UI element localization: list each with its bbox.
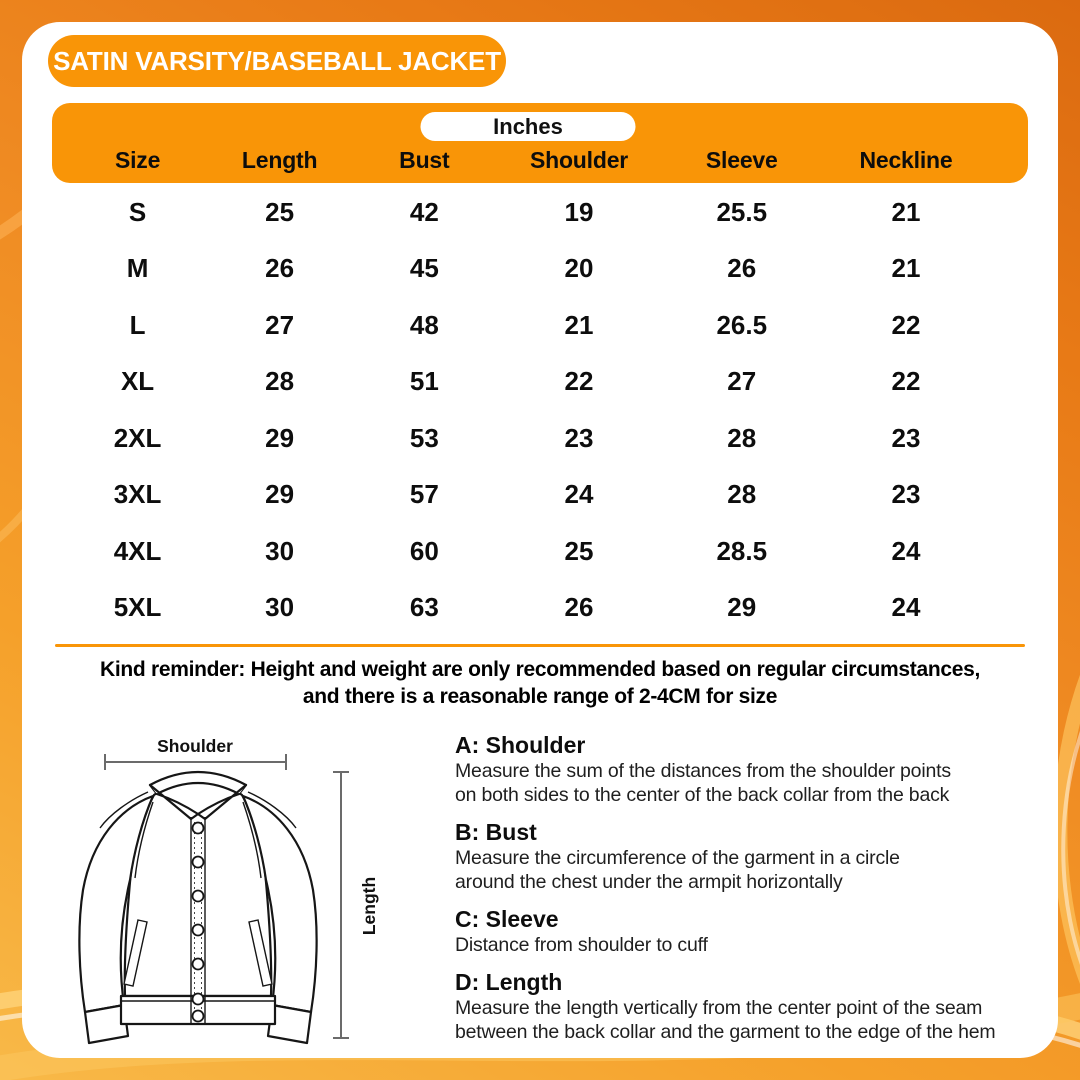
cell-bust: 48 (409, 309, 439, 340)
column-header-size: Size (114, 147, 161, 173)
cell-size: S (128, 196, 147, 227)
note-line: Measure the sum of the distances from the shoulder points (455, 760, 951, 782)
divider (55, 644, 1025, 647)
cell-length: 28 (265, 366, 295, 397)
reminder-line-2: and there is a reasonable range of 2-4CM for size (302, 685, 778, 708)
note-bust (455, 819, 1055, 894)
size-table-header (52, 103, 1028, 183)
cell-length: 29 (265, 422, 295, 453)
cell-neckline: 22 (891, 309, 921, 340)
kind-reminder (22, 656, 1058, 710)
table-row (52, 523, 1028, 580)
shoulder-label: Shoulder (157, 736, 233, 756)
cell-neckline: 24 (891, 535, 921, 566)
cell-neckline: 21 (891, 196, 921, 227)
cell-size: 2XL (113, 422, 162, 453)
reminder-line-1: Kind reminder: Height and weight are only recommended based on regular circumstances, (99, 658, 981, 681)
measurement-notes (455, 732, 1055, 1056)
size-chart-card (22, 22, 1058, 1058)
cell-sleeve: 28 (727, 422, 757, 453)
cell-length: 27 (265, 309, 295, 340)
size-table-body (52, 184, 1028, 636)
cell-sleeve: 28 (727, 479, 757, 510)
unit-pill (421, 112, 636, 141)
column-header-shoulder: Shoulder (529, 147, 629, 173)
table-row (52, 184, 1028, 241)
cell-shoulder: 26 (564, 592, 594, 623)
cell-size: XL (120, 366, 155, 397)
note-line: Measure the length vertically from the center point of the seam (455, 997, 983, 1019)
cell-size: 5XL (113, 592, 162, 623)
note-heading: A: Shoulder (455, 732, 586, 758)
note-length (455, 969, 1055, 1044)
cell-size: M (126, 253, 149, 284)
table-row (52, 354, 1028, 411)
cell-sleeve: 26.5 (716, 309, 768, 340)
cell-length: 29 (265, 479, 295, 510)
length-label: Length (359, 876, 379, 936)
cell-sleeve: 27 (727, 366, 757, 397)
cell-bust: 53 (409, 422, 439, 453)
note-line: Measure the circumference of the garment in a circle (455, 847, 900, 869)
jacket-diagram (58, 722, 426, 1056)
cell-sleeve: 28.5 (716, 535, 768, 566)
cell-neckline: 22 (891, 366, 921, 397)
cell-size: 3XL (113, 479, 162, 510)
note-heading: B: Bust (455, 819, 537, 845)
cell-bust: 57 (409, 479, 439, 510)
note-line: around the chest under the armpit horizontally (455, 871, 843, 893)
cell-neckline: 21 (891, 253, 921, 284)
cell-shoulder: 20 (564, 253, 594, 284)
cell-length: 26 (265, 253, 295, 284)
cell-bust: 60 (409, 535, 439, 566)
cell-shoulder: 22 (564, 366, 594, 397)
cell-shoulder: 23 (564, 422, 594, 453)
note-sleeve (455, 906, 1055, 957)
cell-size: L (129, 309, 146, 340)
cell-neckline: 24 (891, 592, 921, 623)
column-header-row (52, 147, 1028, 174)
cell-size: 4XL (113, 535, 162, 566)
table-row (52, 241, 1028, 298)
table-row (52, 410, 1028, 467)
column-header-bust: Bust (399, 147, 450, 173)
note-line: on both sides to the center of the back collar from the back (455, 784, 950, 806)
cell-sleeve: 25.5 (716, 196, 768, 227)
cell-shoulder: 21 (564, 309, 594, 340)
cell-shoulder: 25 (564, 535, 594, 566)
note-line: between the back collar and the garment to the edge of the hem (455, 1021, 996, 1043)
cell-length: 25 (265, 196, 295, 227)
cell-neckline: 23 (891, 422, 921, 453)
cell-length: 30 (265, 535, 295, 566)
cell-bust: 45 (409, 253, 439, 284)
cell-sleeve: 29 (727, 592, 757, 623)
cell-neckline: 23 (891, 479, 921, 510)
cell-sleeve: 26 (727, 253, 757, 284)
cell-shoulder: 19 (564, 196, 594, 227)
product-title: SATIN VARSITY/BASEBALL JACKET (53, 45, 501, 76)
unit-label: Inches (493, 113, 563, 139)
cell-length: 30 (265, 592, 295, 623)
cell-bust: 42 (409, 196, 439, 227)
cell-bust: 51 (409, 366, 439, 397)
cell-bust: 63 (409, 592, 439, 623)
note-heading: D: Length (455, 969, 563, 995)
length-measure-line (333, 772, 349, 1038)
column-header-neckline: Neckline (859, 147, 953, 173)
column-header-sleeve: Sleeve (705, 147, 778, 173)
table-row (52, 297, 1028, 354)
shoulder-measure-line (105, 754, 286, 770)
note-line: Distance from shoulder to cuff (455, 934, 708, 956)
column-header-length: Length (241, 147, 318, 173)
jacket-line-art (58, 722, 426, 1056)
product-title-badge (48, 35, 506, 87)
cell-shoulder: 24 (564, 479, 594, 510)
note-heading: C: Sleeve (455, 906, 559, 932)
table-row (52, 467, 1028, 524)
table-row (52, 580, 1028, 637)
note-shoulder (455, 732, 1055, 807)
